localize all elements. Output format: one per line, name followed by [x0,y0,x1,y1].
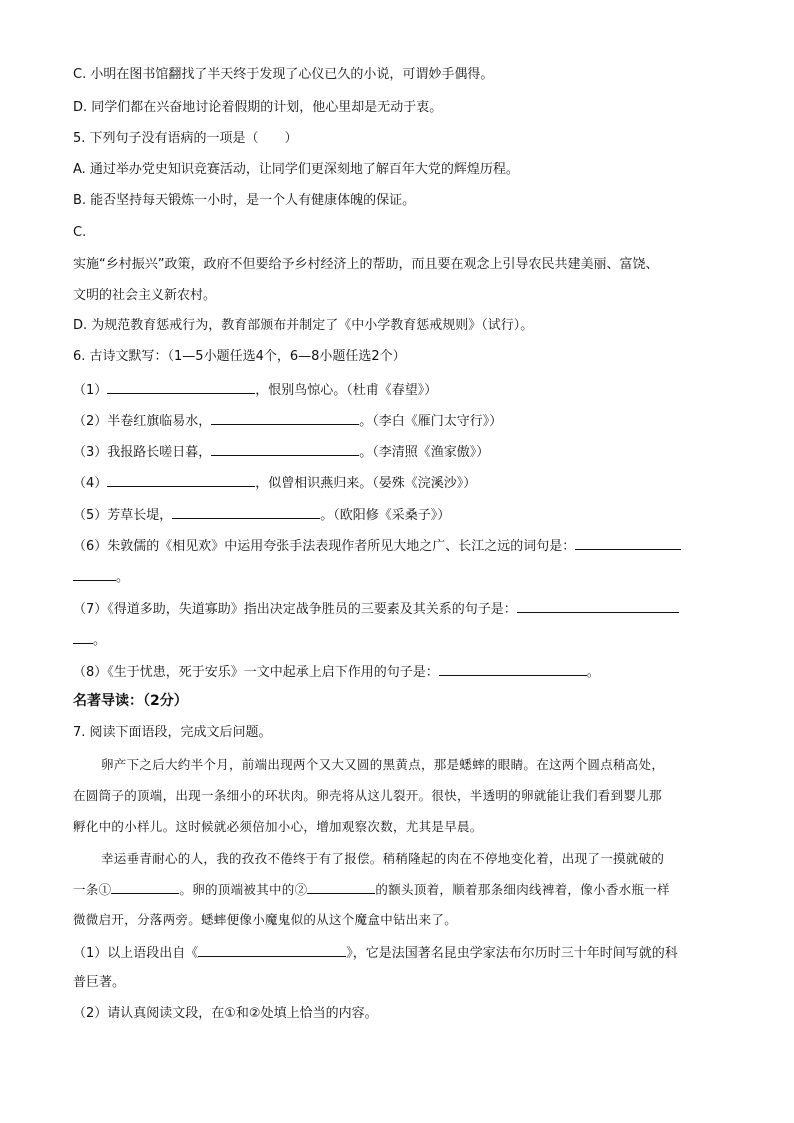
answer-blank[interactable] [211,442,359,456]
q6-item-3: （3）我报路长嗟日暮， 。（李清照《渔家傲》） [73,442,489,462]
q5-option-b: B. 能否坚持每天锻炼一小时，是一个人有健康体魄的保证。 [73,193,416,208]
answer-blank[interactable] [517,599,679,613]
q5-option-d: D. 为规范教育惩戒行为，教育部颁布并制定了《中小学教育惩戒规则》（试行）。 [73,318,534,333]
q6-item-7-cont: 。 [73,630,106,650]
q5-stem: 5. 下列句子没有语病的一项是（ ） [73,131,298,146]
q5-option-c-line1: 实施“乡村振兴”政策，政府不但要给予乡村经济上的帮助，而且要在观念上引导农民共建美丽、富饶、 [73,257,659,272]
q7-stem: 7. 阅读下面语段，完成文后问题。 [73,725,272,740]
q4-option-d: D. 同学们都在兴奋地讨论着假期的计划，他心里却是无动于衷。 [73,100,443,115]
answer-blank[interactable] [107,380,255,394]
q6-item-5: （5）芳草长堤， 。（欧阳修《采桑子》） [73,505,450,525]
q6-item-7: （7）《得道多助，失道寡助》指出决定战争胜员的三要素及其关系的句子是： [73,599,679,619]
q6-item-2: （2）半卷红旗临易水， 。（李白《雁门太守行》） [73,411,502,431]
q6-item-6-cont: 。 [73,567,129,587]
answer-blank-2[interactable] [307,880,375,894]
answer-blank-1[interactable] [111,880,179,894]
passage-p2-line2: 一条① 。卵的顶端被其中的② 的额头顶着，顺着那条细肉线裨着，像小香水瓶一样 [73,882,670,897]
q5-option-c-line2: 文明的社会主义新农村。 [73,288,217,303]
q5-option-c-label: C. [73,225,87,240]
q5-option-a: A. 通过举办党史知识竞赛活动，让同学们更深刻地了解百年大党的辉煌历程。 [73,162,519,177]
q6-item-4: （4） ，似曾相识燕归来。（晏殊《浣溪沙》） [73,473,476,493]
passage-p1-line1: 卵产下之后大约半个月，前端出现两个又大又圆的黑黄点，那是蟋蟀的眼睛。在这两个圆点稍高处， [101,757,665,772]
answer-blank[interactable] [172,505,320,519]
passage-p2-line1: 幸运垂青耐心的人，我的孜孜不倦终于有了报偿。稍稍隆起的肉在不停地变化着，出现了一摸就破的 [101,851,665,866]
q7-sub-2: （2）请认真阅读文段，在①和②处填上恰当的内容。 [73,1006,378,1021]
answer-blank[interactable] [439,662,587,676]
q4-option-c: C. 小明在图书馆翻找了半天终于发现了心仪已久的小说，可谓妙手偶得。 [73,67,494,82]
answer-blank[interactable] [211,411,359,425]
passage-p1-line3: 孵化中的小样儿。这时候就必须倍加小心，增加观察次数，尤其是早晨。 [73,819,483,834]
section-heading: 名著导读：（2分） [73,693,188,709]
q6-stem: 6. 古诗文默写：（1—5小题任选4个，6—8小题任选2个） [73,349,406,364]
q6-item-6: （6）朱敦儒的《相见欢》中运用夸张手法表现作者所见大地之广、长江之远的词句是： [73,536,681,556]
answer-blank-cont[interactable] [73,630,93,644]
answer-blank-cont[interactable] [73,567,116,581]
q6-item-1: （1） ，恨别鸟惊心。（杜甫《春望》） [73,380,437,400]
passage-p1-line2: 在圆筒子的顶端，出现一条细小的环状肉。卵壳将从这儿裂开。很快，半透明的卵就能让我们看到婴儿那 [73,788,662,803]
answer-blank[interactable] [575,536,681,550]
answer-blank[interactable] [107,473,255,487]
q6-item-8: （8）《生于忧患，死于安乐》一文中起承上启下作用的句子是： 。 [73,662,600,682]
q7-sub-1: （1）以上语段出自《 》，它是法国著名昆虫学家法布尔历时三十年时间写就的科 [73,943,678,963]
q7-sub-1-cont: 普巨著。 [73,975,126,990]
answer-blank[interactable] [198,943,346,957]
passage-p2-line3: 微微启开，分落两旁。蟋蟀便像小魔鬼似的从这个魔盒中钻出来了。 [73,912,458,927]
